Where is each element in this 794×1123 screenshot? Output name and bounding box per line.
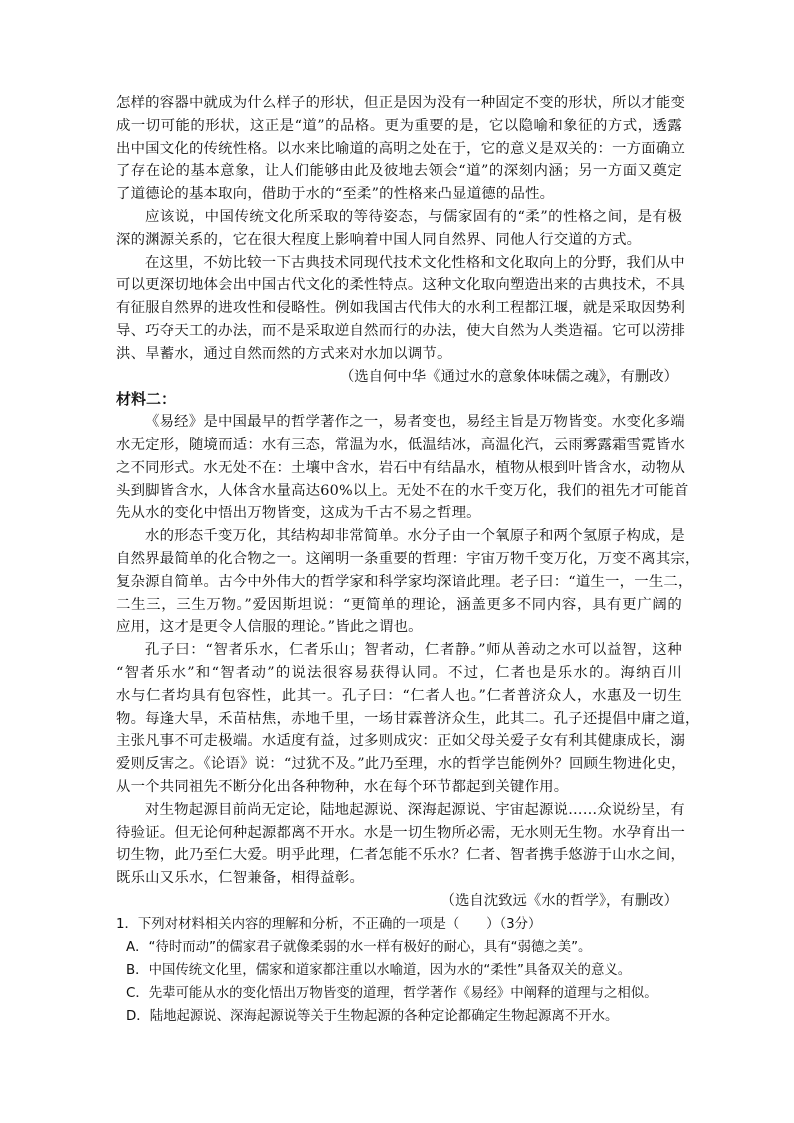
text-line: 之不同形式。水无处不在：土壤中含水，岩石中有结晶水，植物从根到叶皆含水，动物从 (116, 459, 686, 476)
question-stem: 1．下列对材料相关内容的理解和分析，不正确的一项是（ ）（3分） (116, 916, 542, 932)
source-citation: （选自何中华《通过水的意象体味儒之魂》，有删改） (339, 368, 678, 385)
text-line: 了存在论的基本意象，让人们能够由此及彼地去领会“道”的深刻内涵；另一方面又奠定 (116, 163, 682, 180)
paragraph (116, 411, 689, 525)
option-c: C．先辈可能从水的变化悟出万物皆变的道理，哲学著作《易经》中阐释的道理与之相似。 (126, 985, 658, 1001)
text-line: 二生三，三生万物。”爱因斯坦说：“更简单的理论，涵盖更多不同内容，具有更广阔的 (116, 596, 682, 613)
text-line: 切生物，此乃至仁大爱。明乎此理，仁者怎能不乐水？仁者、智者携手悠游于山水之间， (116, 847, 686, 864)
text-line: 应用，这才是更令人信服的理论。”皆此之谓也。 (116, 619, 423, 636)
paragraph (116, 252, 686, 366)
text-line: 先从水的变化中悟出万物皆变，这成为千古不易之哲理。 (116, 505, 481, 522)
paragraph (116, 92, 686, 206)
text-line: 头到脚皆含水，人体含水量高达60%以上。无处不在的水千变万化，我们的祖先才可能首 (116, 482, 689, 499)
section-heading: 材料二： (116, 390, 177, 409)
text-line: 水与仁者均具有包容性，此其一。孔子曰：“仁者人也。”仁者普济众人，水惠及一切生 (116, 687, 682, 704)
text-line: 水的形态千变万化，其结构却非常简单。水分子由一个氧原子和两个氢原子构成，是 (145, 528, 685, 545)
option-a: A．“待时而动”的儒家君子就像柔弱的水一样有极好的耐心，具有“弱德之美”。 (126, 939, 592, 955)
source-citation: （选自沈致远《水的哲学》，有删改） (440, 892, 678, 909)
text-line: 《易经》是中国最早的哲学著作之一，易者变也，易经主旨是万物皆变。水变化多端 (145, 414, 685, 431)
text-line: 可以更深切地体会出中国古代文化的柔性特点。这种文化取向塑造出来的古典技术，不具 (116, 277, 686, 294)
text-line: 出中国文化的传统性格。以水来比喻道的高明之处在于，它的意义是双关的：一方面确立 (116, 140, 686, 157)
text-line: 待验证。但无论何种起源都离不开水。水是一切生物所必需，无水则无生物。水孕育出一 (116, 824, 686, 841)
paragraph (116, 639, 700, 799)
text-line: 既乐山又乐水，仁智兼备，相得益彰。 (116, 870, 365, 887)
text-line: 水无定形，随境而适：水有三态，常温为水，低温结冰，高温化汽，云雨雾露霜雪霓皆水 (116, 436, 686, 453)
text-line: 应该说，中国传统文化所采取的等待姿态，与儒家固有的“柔”的性格之间，是有极 (145, 208, 682, 225)
text-line: 洪、旱蓄水，通过自然而然的方式来对水加以调节。 (116, 345, 452, 362)
option-b: B．中国传统文化里，儒家和道家都注重以水喻道，因为水的“柔性”具备双关的意义。 (126, 962, 632, 978)
text-line: 在这里，不妨比较一下古典技术同现代技术文化性格和文化取向上的分野，我们从中 (145, 254, 685, 271)
text-line: 怎样的容器中就成为什么样子的形状，但正是因为没有一种固定不变的形状，所以才能变 (116, 95, 686, 111)
document-page (116, 92, 700, 1028)
text-line: 深的渊源关系的，它在很大程度上影响着中国人同自然界、同他人行交道的方式。 (116, 231, 642, 248)
text-line: 爱则反害之。《论语》说：“过犹不及。”此乃至理，水的哲学岂能例外？回顾生物进化史， (116, 756, 686, 773)
text-line: 物。每逢大旱，禾苗枯焦，赤地千里，一场甘霖普济众生，此其二。孔子还提倡中庸之道， (116, 710, 700, 727)
text-line: 从一个共同祖先不断分化出各种物种，水在每个环节都起到关键作用。 (116, 778, 569, 795)
text-line: 自然界最简单的化合物之一。这阐明一条重要的哲理：宇宙万物千变万化，万变不离其宗， (116, 550, 700, 567)
question-block (116, 913, 682, 1028)
text-line: 孔子曰：“智者乐水，仁者乐山；智者动，仁者静。”师从善动之水可以益智，这种 (145, 642, 682, 659)
paragraph (116, 206, 682, 252)
text-line: 了道德论的基本取向，借助于水的“至柔”的性格来凸显道德的品性。 (116, 186, 555, 203)
text-line: 主张凡事不可走极端。水适度有益，过多则成灾：正如父母关爱子女有利其健康成长，溺 (116, 733, 686, 750)
text-line: 成一切可能的形状，这正是“道”的品格。更为重要的是，它以隐喻和象征的方式，透露 (116, 117, 682, 134)
paragraph (116, 525, 700, 639)
text-line: “智者乐水”和“智者动”的说法很容易获得认同。不过，仁者也是乐水的。海纳百川 (116, 664, 682, 681)
text-line: 复杂源自简单。古今中外伟大的哲学家和科学家均深谙此理。老子曰：“道生一，一生二， (116, 573, 693, 590)
text-line: 有征服自然界的进攻性和侵略性。例如我国古代伟大的水利工程都江堰，就是采取因势利 (116, 300, 686, 317)
text-line: 对生物起源目前尚无定论，陆地起源说、深海起源说、宇宙起源说……众说纷呈，有 (145, 801, 685, 818)
paragraph (116, 799, 686, 890)
text-line: 导、巧夺天工的办法，而不是采取逆自然而行的办法，使大自然为人类造福。它可以涝排 (116, 322, 686, 339)
option-d: D．陆地起源说、深海起源说等关于生物起源的各种定论都确定生物起源离不开水。 (126, 1008, 619, 1024)
